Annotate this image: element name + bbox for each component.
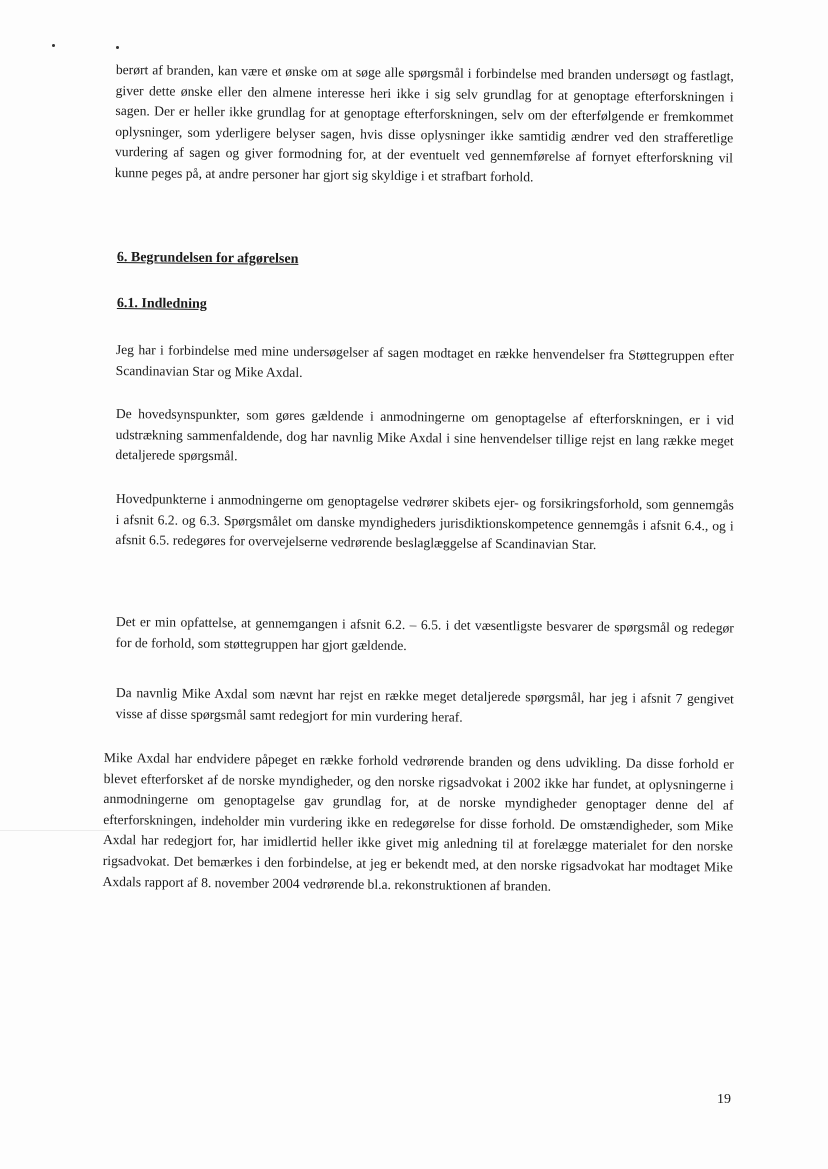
- paragraph-henvendelser: Jeg har i forbindelse med mine undersøgelser af sagen modtaget en række henvendelser fra Støttegruppen efter Scandinavian Star og Mike Axdal.: [115, 341, 734, 380]
- paragraph-hovedpunkter: Hovedpunkterne i anmodningerne om genoptagelse vedrører skibets ejer- og forsikringsforhold, som gennemgås i afsnit 6.2. og 6.3. Spørgsmålet om danske myndigheders jurisdiktionskompetence gennemgås i afsnit 6.4., og i afsnit 6.5. redegøres for overvejelserne vedrørende beslaglæggelse af Scandinavian Star.: [115, 490, 734, 553]
- paragraph-afsnit-7: Da navnlig Mike Axdal som nævnt har rejst en række meget detaljerede spørgsmål, har jeg i afsnit 7 gengivet visse af disse spørgsmål samt redegjort for min vurdering heraf.: [115, 684, 734, 725]
- paragraph-mike-axdal: Mike Axdal har endvidere påpeget en række forhold vedrørende branden og dens udvikling. Da disse forhold er blevet efterforsket af de norske myndigheder, og den norske rigsadvokat i 2002 ikke har fundet, at oplysningerne i anmodningerne om genoptagelse gav grundlag for, at de norske myndigheder genoptager denne del af efterforskningen, indeholder min vurdering ikke en redegørelse for disse forhold. De omstændigheder, som Mike Axdal har redegjort for, har imidlertid heller ikke givet mig anledning til at forelægge materialet for den norske rigsadvokat. Det bemærkes i den forbindelse, at jeg er bekendt med, at den norske rigsadvokat har modtaget Mike Axdals rapport af 8. november 2004 vedrørende bl.a. rekonstruktionen af branden.: [102, 749, 734, 894]
- paragraph-opfattelse: Det er min opfattelse, at gennemgangen i afsnit 6.2. – 6.5. i det væsentligste besvarer de spørgsmål og redegør for de forhold, som støttegruppen har gjort gældende.: [115, 613, 734, 653]
- section-heading: 6. Begrundelsen for afgørelsen: [116, 250, 299, 267]
- subsection-heading: 6.1. Indledning: [116, 296, 207, 312]
- paragraph-hovedsynspunkter: De hovedsynspunkter, som gøres gældende i anmodningerne om genoptagelse af efterforskningen, er i vid udstrækning sammenfaldende, dog har navnlig Mike Axdal i sine henvendelser tillige rejst en lang række meget detaljerede spørgsmål.: [115, 405, 734, 464]
- scan-speck: [52, 44, 55, 47]
- page-number: 19: [717, 1092, 731, 1107]
- intro-paragraph: berørt af branden, kan være et ønske om at søge alle spørgsmål i forbindelse med branden undersøgt og fastlagt, giver dette ønske eller den almene interesse heri ikke i sig selv grundlag for at genoptage efterforskningen i sagen. Der er heller ikke grundlag for at genoptage efterforskningen, selv om der efterfølgende er fremkommet oplysninger, som yderligere belyser sagen, hvis disse oplysninger ikke samtidig ændrer ved den strafferetlige vurdering af sagen og giver formodning for, at der eventuelt ved gennemførelse af fornyet efterforskning vil kunne peges på, at andre personer har gjort sig skyldige i et strafbart forhold.: [114, 61, 734, 185]
- scan-artifact-line: [0, 830, 110, 831]
- scan-speck: [116, 46, 119, 49]
